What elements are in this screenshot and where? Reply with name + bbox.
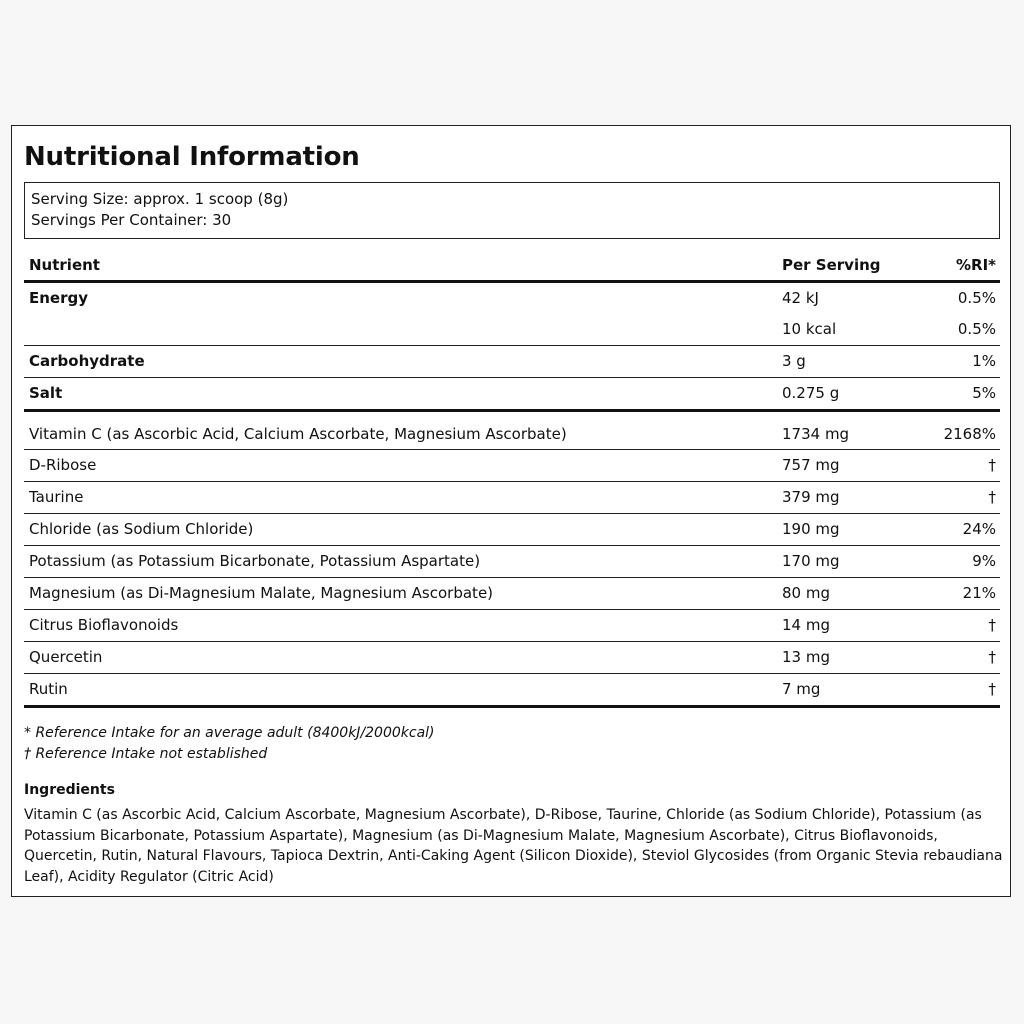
serving-info-box — [24, 182, 1000, 239]
ingredients-heading: Ingredients — [24, 782, 115, 798]
panel-title: Nutritional Information — [24, 142, 360, 172]
per-serving-value: 0.275 g — [782, 384, 840, 402]
ingredients-text: Vitamin C (as Ascorbic Acid, Calcium Ascorbate, Magnesium Ascorbate), D-Ribose, Taurine, Chloride (as Sodium Chloride), Potassium (as Potassium Bicarbonate, Potassium Aspartate), Magnesium (as Di-Magnesium Malate, Magnesium Ascorbate), Citrus Bioflavonoids, Quercetin, Rutin, Natural Flavours, Tapioca Dextrin, Anti-Caking Agent (Silicon Dioxide), Steviol Glycosides (from Organic Stevia rebaudiana Leaf), Acidity Regulator (Citric Acid) — [24, 807, 1003, 885]
nutrient-name: Carbohydrate — [29, 352, 145, 370]
table-row-citrus-bioflavonoids — [24, 610, 1000, 642]
table-row-chloride — [24, 514, 1000, 546]
ri-value: † — [988, 616, 996, 634]
header-per-serving: Per Serving — [782, 256, 881, 274]
ri-value: 0.5% — [957, 320, 996, 338]
header-ri: %RI* — [955, 256, 996, 274]
nutrient-name: Vitamin C (as Ascorbic Acid, Calcium Ascorbate, Magnesium Ascorbate) — [29, 425, 567, 443]
nutrient-name: Potassium (as Potassium Bicarbonate, Potassium Aspartate) — [29, 552, 481, 570]
footnote-not-established: † Reference Intake not established — [24, 746, 268, 762]
header-nutrient: Nutrient — [29, 256, 100, 274]
servings-per-container: Servings Per Container: 30 — [31, 211, 232, 229]
table-row-d-ribose — [24, 450, 1000, 482]
per-serving-value: 190 mg — [782, 520, 840, 538]
nutrient-name: D-Ribose — [29, 456, 97, 474]
ri-value: 1% — [972, 352, 996, 370]
ri-value: † — [988, 648, 996, 666]
nutrient-name: Quercetin — [29, 648, 103, 666]
ri-value: 0.5% — [957, 289, 996, 307]
energy-kcal-line — [24, 314, 1000, 345]
per-serving-value: 3 g — [782, 352, 806, 370]
per-serving-value: 379 mg — [782, 488, 840, 506]
per-serving-value: 7 mg — [782, 680, 821, 698]
table-row-rutin — [24, 674, 1000, 708]
ri-value: 5% — [972, 384, 996, 402]
table-row-quercetin — [24, 642, 1000, 674]
ri-value: 9% — [972, 552, 996, 570]
nutrient-name: Taurine — [29, 488, 84, 506]
ri-value: † — [988, 488, 996, 506]
per-serving-value: 13 mg — [782, 648, 830, 666]
table-row-magnesium — [24, 578, 1000, 610]
ri-value: 24% — [962, 520, 996, 538]
nutrient-name: Rutin — [29, 680, 68, 698]
footnotes — [24, 723, 435, 765]
serving-size: Serving Size: approx. 1 scoop (8g) — [31, 190, 289, 208]
table-row-taurine — [24, 482, 1000, 514]
nutrient-name: Citrus Bioflavonoids — [29, 616, 179, 634]
table-header — [24, 252, 1000, 283]
table-row-vitamin-c — [24, 412, 1000, 450]
nutrient-name: Salt — [29, 384, 63, 402]
nutrient-name: Magnesium (as Di-Magnesium Malate, Magnesium Ascorbate) — [29, 584, 494, 602]
table-row-potassium — [24, 546, 1000, 578]
per-serving-value: 1734 mg — [782, 425, 850, 443]
nutrient-table — [24, 283, 1000, 708]
nutrition-panel — [11, 125, 1011, 897]
nutrient-name: Chloride (as Sodium Chloride) — [29, 520, 254, 538]
per-serving-value: 42 kJ — [782, 289, 819, 307]
per-serving-value: 757 mg — [782, 456, 840, 474]
per-serving-value: 80 mg — [782, 584, 830, 602]
ri-value: † — [988, 456, 996, 474]
table-row-salt — [24, 378, 1000, 412]
ri-value: † — [988, 680, 996, 698]
per-serving-value: 170 mg — [782, 552, 840, 570]
nutrient-name: Energy — [29, 289, 89, 307]
table-row-carbohydrate — [24, 346, 1000, 378]
per-serving-value: 10 kcal — [782, 320, 837, 338]
ri-value: 2168% — [943, 425, 996, 443]
footnote-ri: * Reference Intake for an average adult (8400kJ/2000kcal) — [24, 725, 435, 741]
per-serving-value: 14 mg — [782, 616, 830, 634]
ri-value: 21% — [962, 584, 996, 602]
table-row-energy — [24, 283, 1000, 346]
